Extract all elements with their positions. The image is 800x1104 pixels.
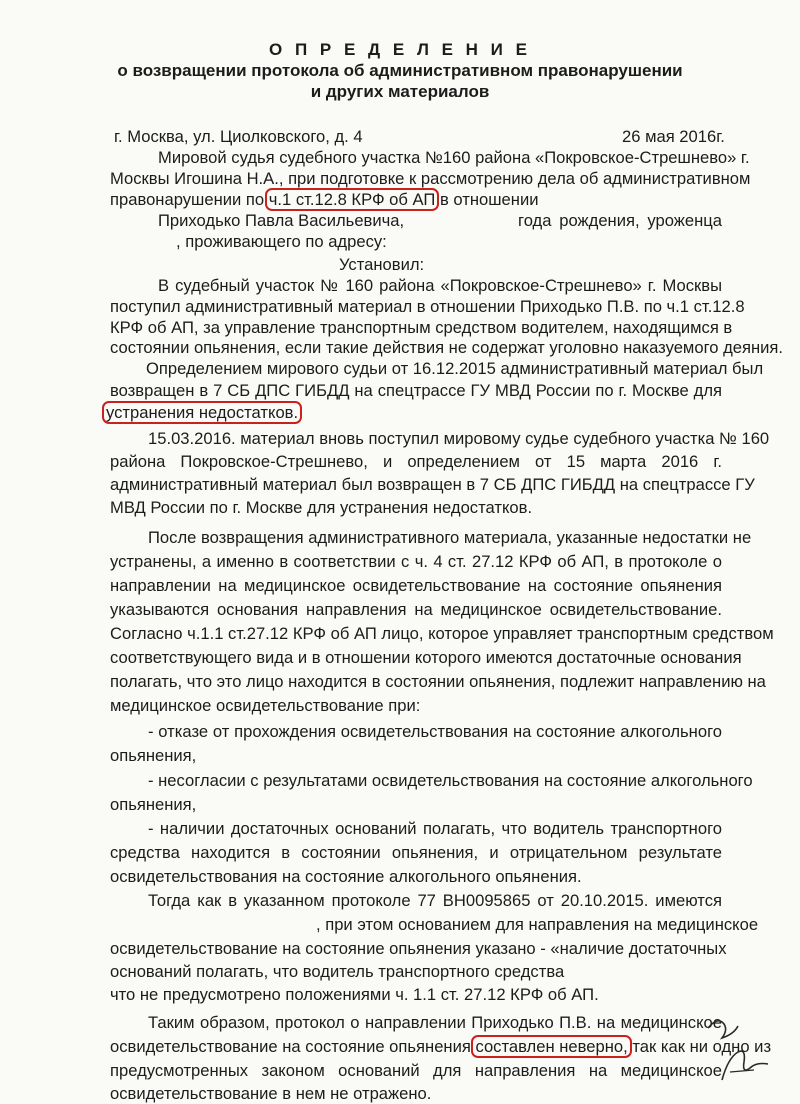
text-line: освидетельствование в нем не отражено. bbox=[110, 1084, 432, 1103]
list-item: - наличии достаточных оснований полагать, что водитель транспортного bbox=[148, 819, 722, 838]
date: 26 мая 2016г. bbox=[622, 127, 725, 146]
text-fragment: правонарушении по bbox=[110, 190, 265, 209]
signature-stroke bbox=[730, 1070, 754, 1072]
text-line: устранены, а именно в соответствии с ч. 4 ст. 27.12 КРФ об АП, в протоколе о bbox=[110, 552, 722, 571]
signature-stroke bbox=[722, 1051, 768, 1080]
text-line: 15.03.2016. материал вновь поступил мировому судье судебного участка № 160 bbox=[148, 429, 770, 448]
text-line: КРФ об АП, за управление транспортным средством водителем, находящимся в bbox=[110, 318, 733, 337]
place: г. Москва, ул. Циолковского, д. 4 bbox=[114, 127, 363, 146]
text-line: медицинское освидетельствование при: bbox=[110, 696, 421, 715]
text-fragment: освидетельствование на состояние опьянения bbox=[110, 1037, 471, 1056]
highlighted-phrase: составлен неверно, bbox=[471, 1035, 631, 1058]
text-line: Тогда как в указанном протоколе 77 ВН0095865 от 20.10.2015. имеются bbox=[148, 891, 722, 910]
text-line: соответствующего вида и в отношении которого имеются достаточные основания bbox=[110, 648, 742, 667]
document-subtitle-2: и других материалов bbox=[310, 82, 490, 101]
text-line: Определением мирового судьи от 16.12.2015 административный материал был bbox=[146, 359, 764, 378]
text-line: года рождения, уроженца bbox=[518, 211, 722, 230]
highlighted-article: ч.1 ст.12.8 КРФ об АП bbox=[265, 188, 440, 211]
text-line: что не предусмотрено положениями ч. 1.1 ст. 27.12 КРФ об АП. bbox=[110, 985, 599, 1004]
text-line: средства находится в состоянии опьянения, и отрицательном результате bbox=[110, 843, 722, 862]
text-line: административный материал был возвращен в 7 СБ ДПС ГИБДД на спецтрассе ГУ bbox=[110, 475, 755, 494]
text-line: Москвы Игошина Н.А., при подготовке к рассмотрению дела об административном bbox=[110, 169, 751, 188]
text-line: поступил административный материал в отношении Приходько П.В. по ч.1 ст.12.8 bbox=[110, 297, 745, 316]
section-heading: Установил: bbox=[339, 255, 425, 274]
text-line: района Покровское-Стрешнево, и определением от 15 марта 2016 г. bbox=[110, 452, 722, 471]
text-line: Мировой судья судебного участка №160 района «Покровское-Стрешнево» г. bbox=[158, 148, 750, 167]
text-fragment: так как ни одно из bbox=[632, 1037, 772, 1056]
text-line: освидетельствования на состояние алкогольного опьянения. bbox=[110, 867, 582, 886]
text-line: МВД России по г. Москве для устранения недостатков. bbox=[110, 498, 533, 517]
text-line: направлении на медицинское освидетельствование на состояние опьянения bbox=[110, 576, 722, 595]
text-line bbox=[110, 1037, 772, 1057]
text-line: состоянии опьянения, если такие действия не содержат уголовно наказуемого деяния. bbox=[110, 338, 784, 357]
text-line: оснований полагать, что водитель транспортного средства bbox=[110, 962, 565, 981]
text-line: Таким образом, протокол о направлении Приходько П.В. на медицинское bbox=[148, 1013, 722, 1032]
text-line: В судебный участок № 160 района «Покровское-Стрешнево» г. Москвы bbox=[158, 276, 722, 295]
text-line: указываются основания направления на медицинское освидетельствование. bbox=[110, 600, 722, 619]
text-line: , проживающего по адресу: bbox=[176, 232, 387, 251]
text-line bbox=[110, 190, 722, 210]
signature-mark bbox=[694, 998, 774, 1088]
text-line: возвращен в 7 СБ ДПС ГИБДД на спецтрассе ГУ МВД России по г. Москве для bbox=[110, 381, 722, 400]
text-line: опьянения, bbox=[110, 746, 197, 765]
text-fragment: в отношении bbox=[439, 190, 539, 209]
highlighted-phrase: устранения недостатков. bbox=[102, 401, 302, 424]
text-line: предусмотренных законом оснований для направления на медицинское bbox=[110, 1061, 722, 1080]
list-item: - несогласии с результатами освидетельствования на состояние алкогольного bbox=[148, 771, 753, 790]
document-title: О П Р Е Д Е Л Е Н И Е bbox=[269, 40, 531, 59]
text-line: опьянения, bbox=[110, 795, 197, 814]
signature-stroke bbox=[708, 1021, 738, 1038]
text-line: освидетельствование на состояние опьянения указано - «наличие достаточных bbox=[110, 939, 727, 958]
document-subtitle: о возвращении протокола об административном правонарушении bbox=[117, 61, 683, 80]
defendant-name: Приходько Павла Васильевича, bbox=[158, 211, 405, 230]
text-line: полагать, что это лицо находится в состоянии опьянения, подлежит направлению на bbox=[110, 672, 766, 691]
list-item: - отказе от прохождения освидетельствования на состояние алкогольного bbox=[148, 722, 722, 741]
text-line: Согласно ч.1.1 ст.27.12 КРФ об АП лицо, которое управляет транспортным средством bbox=[110, 624, 774, 643]
text-line: После возвращения административного материала, указанные недостатки не bbox=[148, 528, 752, 547]
text-line: , при этом основанием для направления на медицинское bbox=[316, 915, 759, 934]
text-line bbox=[106, 403, 718, 423]
